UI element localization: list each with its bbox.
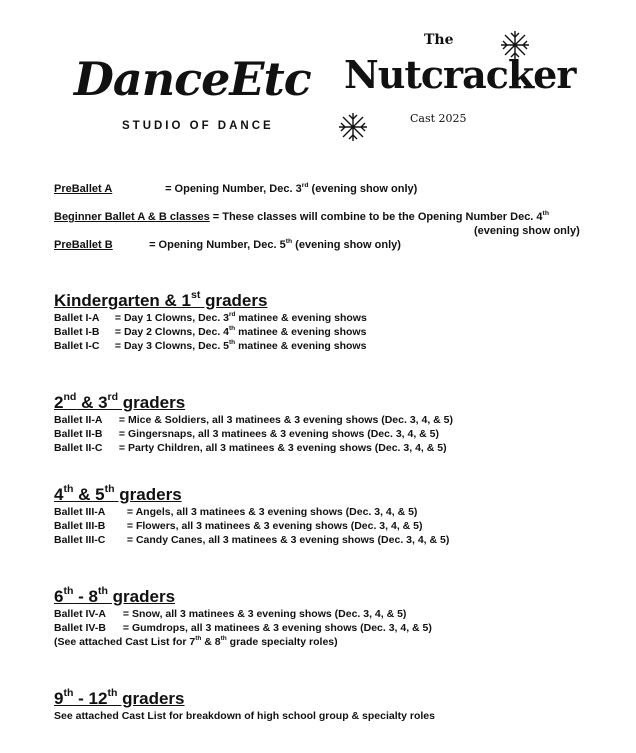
- role-after: matinee & evening shows: [235, 312, 367, 324]
- intro-sup: th: [542, 209, 549, 217]
- snowflake-icon: [498, 28, 532, 62]
- heading-sup: st: [190, 289, 201, 302]
- class-name: Ballet IV-A: [54, 608, 106, 620]
- intro-label: Beginner Ballet A & B classes: [54, 211, 210, 223]
- heading-sup: th: [104, 483, 115, 496]
- intro-beginner-wrap: (evening show only): [474, 225, 580, 237]
- heading-text: 6: [54, 587, 64, 606]
- heading-sup: nd: [63, 391, 77, 404]
- role-sup: th: [229, 338, 236, 346]
- show-title-prefix: The: [424, 32, 454, 48]
- note-text: See attached Cast List for breakdown of high school group & specialty roles: [54, 710, 435, 722]
- cast-row: [54, 534, 449, 546]
- note-sup: th: [220, 634, 227, 642]
- role-text: = Day 2 Clowns, Dec. 4: [114, 326, 230, 338]
- role-sup: th: [229, 324, 236, 332]
- intro-after: (evening show only): [308, 183, 418, 195]
- studio-logo: [68, 52, 311, 137]
- cast-row: [54, 622, 432, 634]
- show-cast-year: Cast 2025: [410, 112, 467, 125]
- logo-tagline: STUDIO OF DANCE: [122, 120, 274, 132]
- role-text: = Mice & Soldiers, all 3 matinees & 3 evening shows (Dec. 3, 4, & 5): [118, 414, 454, 426]
- section-note: [54, 710, 435, 722]
- cast-row: [54, 326, 366, 338]
- section-heading-6th-8th: [54, 587, 175, 607]
- role-text: = Day 1 Clowns, Dec. 3: [114, 312, 230, 324]
- note-text: grade specialty roles): [226, 636, 338, 648]
- role-text: = Flowers, all 3 matinees & 3 evening shows (Dec. 3, 4, & 5): [126, 520, 423, 532]
- class-name: Ballet II-B: [54, 428, 103, 440]
- role-text: = Gumdrops, all 3 matinees & 3 evening shows (Dec. 3, 4, & 5): [122, 622, 432, 634]
- heading-sup: th: [97, 585, 108, 598]
- intro-after: (evening show only): [292, 239, 401, 251]
- snowflake-icon: [336, 110, 370, 144]
- cast-row: [54, 506, 417, 518]
- note-sup: th: [195, 634, 202, 642]
- logo-wordmark: DanceEtc: [74, 52, 311, 106]
- show-header: [330, 26, 576, 136]
- role-text: = Snow, all 3 matinees & 3 evening shows (Dec. 3, 4, & 5): [122, 608, 407, 620]
- heading-text: graders: [200, 291, 268, 310]
- intro-sup: rd: [301, 181, 309, 189]
- class-name: Ballet I-B: [54, 326, 100, 338]
- role-text: = Day 3 Clowns, Dec. 5: [114, 340, 230, 352]
- heading-text: & 5: [73, 485, 105, 504]
- show-title: Nutcracker: [344, 52, 576, 97]
- note-text: (See attached Cast List for 7: [54, 636, 196, 648]
- class-name: Ballet IV-B: [54, 622, 106, 634]
- heading-text: graders: [114, 485, 182, 504]
- role-text: = Angels, all 3 matinees & 3 evening shows (Dec. 3, 4, & 5): [126, 506, 418, 518]
- heading-text: Kindergarten & 1: [54, 291, 191, 310]
- section-heading-4th-5th: [54, 485, 182, 505]
- heading-text: 9: [54, 689, 64, 708]
- class-name: Ballet II-C: [54, 442, 103, 454]
- heading-text: - 8: [73, 587, 98, 606]
- heading-sup: th: [63, 687, 74, 700]
- heading-text: 4: [54, 485, 64, 504]
- class-name: Ballet III-B: [54, 520, 106, 532]
- cast-row: [54, 340, 366, 352]
- intro-text: = These classes will combine to be the Opening Number Dec. 4: [212, 211, 543, 223]
- section-heading-9th-12th: [54, 689, 185, 709]
- class-name: Ballet I-A: [54, 312, 100, 324]
- intro-preballet-b: [54, 239, 401, 251]
- intro-label: PreBallet A: [54, 183, 113, 195]
- class-name: Ballet III-A: [54, 506, 106, 518]
- role-text: = Gingersnaps, all 3 matinees & 3 evening shows (Dec. 3, 4, & 5): [118, 428, 439, 440]
- heading-text: graders: [117, 689, 185, 708]
- intro-sup: th: [285, 237, 293, 245]
- heading-text: graders: [118, 393, 186, 412]
- heading-sup: th: [63, 585, 74, 598]
- intro-preballet-a: [54, 183, 417, 195]
- section-heading-kindergarten: [54, 291, 267, 311]
- note-text: & 8: [201, 636, 221, 648]
- section-heading-2nd-3rd: [54, 393, 185, 413]
- section-note: [54, 636, 338, 648]
- role-text: = Party Children, all 3 matinees & 3 evening shows (Dec. 3, 4, & 5): [118, 442, 447, 454]
- heading-sup: rd: [107, 391, 119, 404]
- intro-text: = Opening Number, Dec. 3: [165, 183, 302, 195]
- intro-beginner-ballet: [54, 211, 549, 223]
- role-sup: rd: [229, 310, 236, 318]
- heading-text: & 3: [76, 393, 108, 412]
- cast-row: [54, 608, 406, 620]
- role-text: = Candy Canes, all 3 matinees & 3 evening shows (Dec. 3, 4, & 5): [126, 534, 450, 546]
- cast-row: [54, 442, 447, 454]
- class-name: Ballet III-C: [54, 534, 106, 546]
- cast-row: [54, 312, 367, 324]
- heading-text: graders: [107, 587, 176, 606]
- cast-row: [54, 414, 453, 426]
- intro-text: = Opening Number, Dec. 5: [149, 239, 286, 251]
- intro-label: PreBallet B: [54, 239, 113, 251]
- class-name: Ballet II-A: [54, 414, 103, 426]
- role-after: matinee & evening shows: [235, 326, 367, 338]
- cast-row: [54, 520, 423, 532]
- role-after: matinee & evening shows: [235, 340, 367, 352]
- heading-sup: th: [107, 687, 118, 700]
- heading-text: - 12: [73, 689, 108, 708]
- cast-row: [54, 428, 439, 440]
- heading-text: 2: [54, 393, 64, 412]
- heading-sup: th: [63, 483, 74, 496]
- class-name: Ballet I-C: [54, 340, 100, 352]
